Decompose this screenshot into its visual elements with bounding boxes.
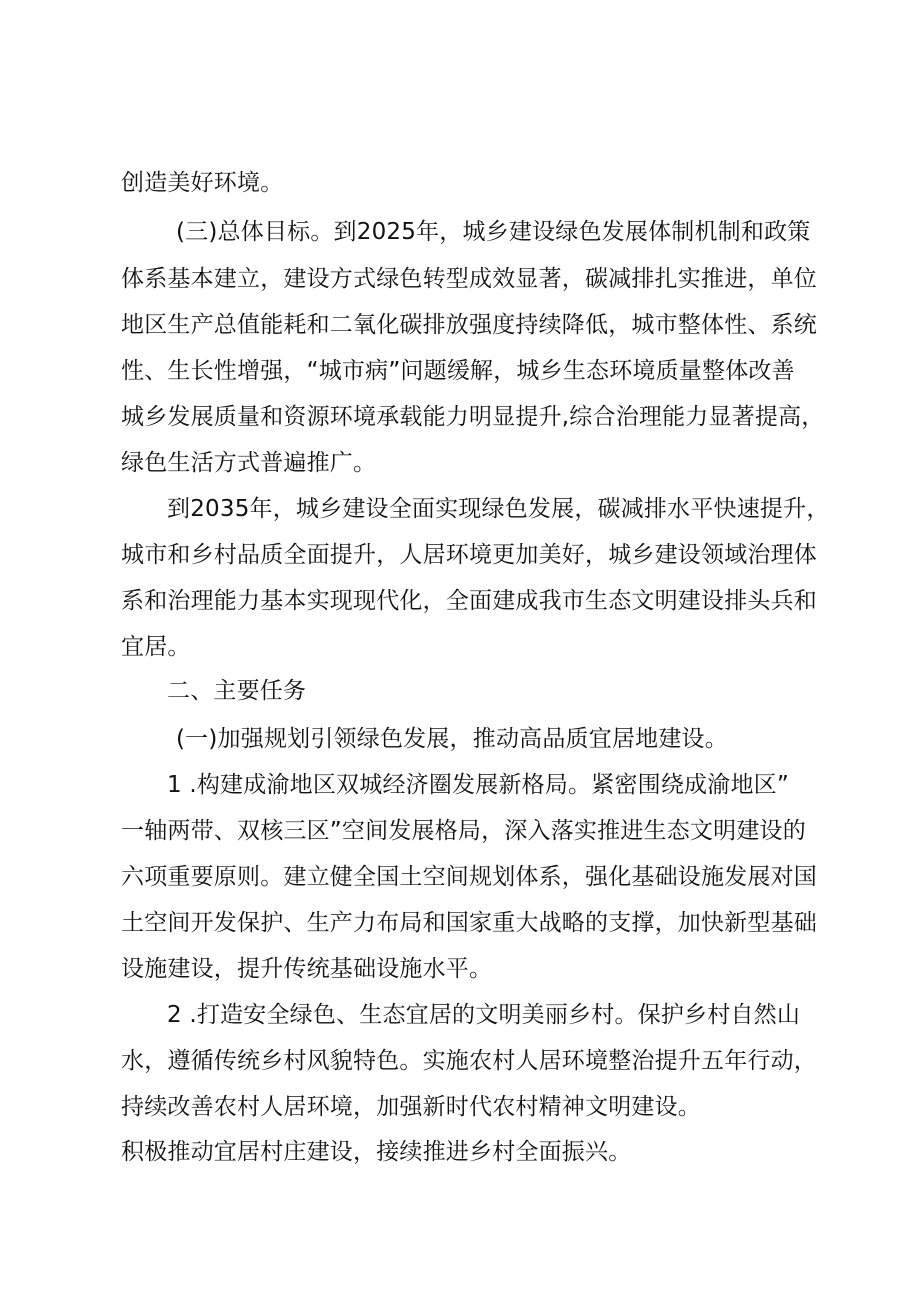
text-line-2: (三)总体目标。到2025年，城乡建设绿色发展体制机制和政策 <box>176 219 811 245</box>
text-line-20: 水，遵循传统乡村风貌特色。实施农村人居环境整治提升五年行动， <box>121 1048 817 1074</box>
text-line-9: 城市和乡村品质全面提升，人居环境更加美好，城乡建设领域治理体 <box>121 542 817 568</box>
text-line-22: 积极推动宜居村庄建设，接续推进乡村全面振兴。 <box>121 1139 632 1165</box>
text-line-19: 2 .打造安全绿色、生态宜居的文明美丽乡村。保护乡村自然山 <box>167 1002 801 1028</box>
text-line-18: 设施建设，提升传统基础设施水平。 <box>121 956 493 982</box>
text-line-15: 一轴两带、双核三区”空间发展格局，深入落实推进生态文明建设的 <box>121 818 806 844</box>
text-line-6: 城乡发展质量和资源环境承载能力明显提升,综合治理能力显著提高， <box>121 404 825 430</box>
text-line-1: 创造美好环境。 <box>121 170 284 196</box>
text-line-13: (一)加强规划引领绿色发展，推动高品质宜居地建设。 <box>176 726 728 752</box>
text-line-12: 二、主要任务 <box>167 678 307 704</box>
text-line-10: 系和治理能力基本实现现代化，全面建成我市生态文明建设排头兵和 <box>121 588 817 614</box>
text-line-4: 地区生产总值能耗和二氧化碳排放强度持续降低，城市整体性、系统 <box>121 312 817 338</box>
text-line-7: 绿色生活方式普遍推广。 <box>121 450 377 476</box>
text-line-17: 土空间开发保护、生产力布局和国家重大战略的支撑，加快新型基础 <box>121 910 817 936</box>
text-line-3: 体系基本建立，建设方式绿色转型成效显著，碳减排扎实推进，单位 <box>121 266 817 292</box>
text-line-5: 性、生长性增强，“城市病”问题缓解，城乡生态环境质量整体改善 <box>121 358 795 384</box>
text-line-11: 宜居。 <box>121 634 191 660</box>
text-line-21: 持续改善农村人居环境，加强新时代农村精神文明建设。 <box>121 1094 701 1120</box>
text-line-16: 六项重要原则。建立健全国土空间规划体系，强化基础设施发展对国 <box>121 864 817 890</box>
text-line-14: 1 .构建成渝地区双城经济圈发展新格局。紧密围绕成渝地区” <box>167 772 789 798</box>
text-line-8: 到2035年，城乡建设全面实现绿色发展，碳减排水平快速提升， <box>167 496 830 522</box>
